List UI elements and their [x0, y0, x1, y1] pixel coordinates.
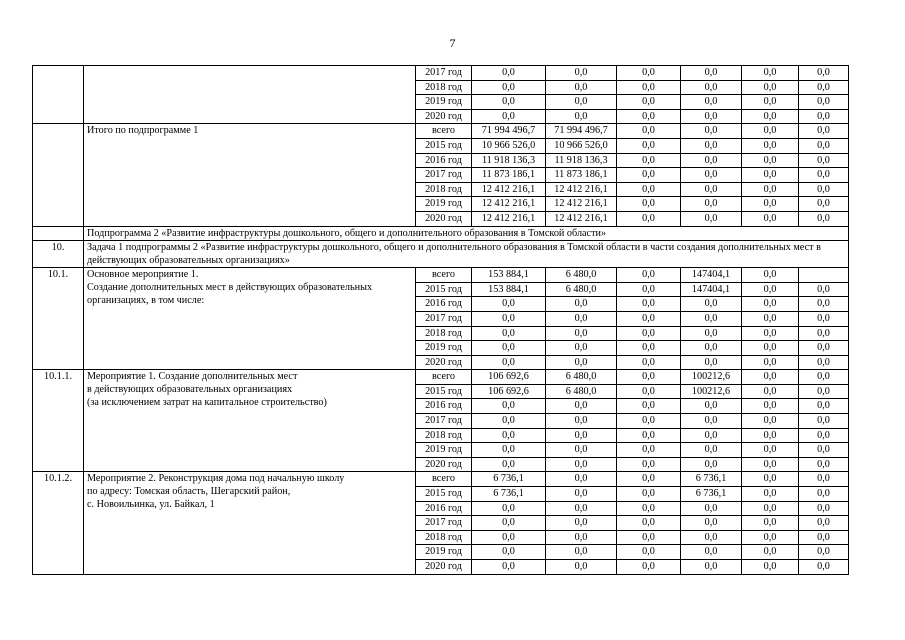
- value-cell: 0,0: [799, 326, 849, 341]
- value-cell: 12 412 216,1: [472, 182, 546, 197]
- value-cell: 6 480,0: [546, 268, 617, 283]
- value-cell: 0,0: [681, 326, 742, 341]
- value-cell: 0,0: [681, 399, 742, 414]
- value-cell: 0,0: [617, 560, 681, 575]
- year-cell: 2018 год: [416, 428, 472, 443]
- value-cell: 0,0: [472, 66, 546, 81]
- year-cell: 2019 год: [416, 545, 472, 560]
- value-cell: 0,0: [742, 268, 799, 283]
- year-cell: 2016 год: [416, 153, 472, 168]
- value-cell: 0,0: [546, 472, 617, 487]
- row-name-cell: Мероприятие 1. Создание дополнительных мест в действующих образовательных организациях (за исключением затрат на капитальное строительство): [84, 370, 416, 472]
- page-number: 7: [449, 36, 456, 50]
- value-cell: 0,0: [799, 487, 849, 502]
- year-cell: 2016 год: [416, 297, 472, 312]
- value-cell: 12 412 216,1: [546, 182, 617, 197]
- value-cell: 0,0: [617, 80, 681, 95]
- year-cell: 2017 год: [416, 414, 472, 429]
- value-cell: 0,0: [681, 297, 742, 312]
- value-cell: 100212,6: [681, 370, 742, 385]
- value-cell: 153 884,1: [472, 282, 546, 297]
- year-cell: 2016 год: [416, 399, 472, 414]
- value-cell: 0,0: [546, 530, 617, 545]
- value-cell: 0,0: [546, 326, 617, 341]
- value-cell: 0,0: [546, 545, 617, 560]
- value-cell: 0,0: [617, 428, 681, 443]
- value-cell: 0,0: [742, 95, 799, 110]
- value-cell: 0,0: [742, 355, 799, 370]
- value-cell: 0,0: [742, 487, 799, 502]
- value-cell: 0,0: [546, 297, 617, 312]
- value-cell: 0,0: [799, 211, 849, 226]
- value-cell: 153 884,1: [472, 268, 546, 283]
- year-cell: 2015 год: [416, 138, 472, 153]
- row-name-cell: Основное мероприятие 1. Создание дополнительных мест в действующих образовательных организациях, в том числе:: [84, 268, 416, 370]
- value-cell: 0,0: [546, 443, 617, 458]
- value-cell: 0,0: [799, 414, 849, 429]
- year-cell: 2018 год: [416, 80, 472, 95]
- value-cell: 0,0: [799, 384, 849, 399]
- value-cell: 0,0: [546, 399, 617, 414]
- value-cell: 0,0: [799, 545, 849, 560]
- value-cell: 0,0: [617, 124, 681, 139]
- year-cell: 2015 год: [416, 487, 472, 502]
- value-cell: 0,0: [617, 370, 681, 385]
- year-cell: всего: [416, 472, 472, 487]
- value-cell: 0,0: [681, 560, 742, 575]
- value-cell: 0,0: [546, 95, 617, 110]
- value-cell: 0,0: [742, 138, 799, 153]
- value-cell: 0,0: [799, 66, 849, 81]
- value-cell: 0,0: [617, 197, 681, 212]
- value-cell: 0,0: [799, 168, 849, 183]
- value-cell: 0,0: [546, 341, 617, 356]
- value-cell: 0,0: [617, 211, 681, 226]
- value-cell: 0,0: [681, 66, 742, 81]
- value-cell: 0,0: [472, 428, 546, 443]
- value-cell: 0,0: [472, 399, 546, 414]
- year-cell: 2020 год: [416, 457, 472, 472]
- value-cell: 0,0: [799, 80, 849, 95]
- value-cell: 10 966 526,0: [472, 138, 546, 153]
- value-cell: 0,0: [681, 311, 742, 326]
- value-cell: 0,0: [546, 501, 617, 516]
- value-cell: 0,0: [742, 311, 799, 326]
- value-cell: 0,0: [799, 341, 849, 356]
- year-cell: 2015 год: [416, 282, 472, 297]
- value-cell: 0,0: [617, 153, 681, 168]
- value-cell: 0,0: [742, 197, 799, 212]
- value-cell: 0,0: [742, 168, 799, 183]
- year-cell: 2015 год: [416, 384, 472, 399]
- task-title: Задача 1 подпрограммы 2 «Развитие инфраструктуры дошкольного, общего и дополнительного образования в Томской области в части создания дополнительных мест в действующих образовательных организациях»: [84, 241, 849, 268]
- year-cell: 2017 год: [416, 516, 472, 531]
- value-cell: 0,0: [742, 341, 799, 356]
- value-cell: 0,0: [681, 124, 742, 139]
- value-cell: 0,0: [617, 182, 681, 197]
- subprogram-title: Подпрограмма 2 «Развитие инфраструктуры дошкольного, общего и дополнительного образования в Томской области»: [84, 226, 849, 241]
- value-cell: 0,0: [681, 109, 742, 124]
- value-cell: 0,0: [617, 399, 681, 414]
- table-row: [33, 124, 849, 139]
- value-cell: 0,0: [546, 560, 617, 575]
- value-cell: 12 412 216,1: [472, 197, 546, 212]
- value-cell: 0,0: [799, 95, 849, 110]
- value-cell: 6 736,1: [681, 472, 742, 487]
- year-cell: 2020 год: [416, 109, 472, 124]
- row-number-cell: 10.1.: [33, 268, 84, 370]
- value-cell: 6 736,1: [681, 487, 742, 502]
- value-cell: 0,0: [799, 109, 849, 124]
- value-cell: 0,0: [617, 516, 681, 531]
- value-cell: 0,0: [742, 182, 799, 197]
- value-cell: 6 736,1: [472, 472, 546, 487]
- value-cell: 0,0: [617, 472, 681, 487]
- value-cell: 0,0: [742, 516, 799, 531]
- row-name-cell: Мероприятие 2. Реконструкция дома под начальную школу по адресу: Томская область, Шегарский район, с. Новоильинка, ул. Байкал, 1: [84, 472, 416, 574]
- value-cell: 0,0: [799, 501, 849, 516]
- value-cell: 0,0: [472, 457, 546, 472]
- value-cell: 0,0: [742, 282, 799, 297]
- row-name-cell: Итого по подпрограмме 1: [84, 124, 416, 226]
- row-number-cell: [33, 66, 84, 124]
- value-cell: 0,0: [617, 109, 681, 124]
- value-cell: 0,0: [681, 95, 742, 110]
- value-cell: 0,0: [799, 516, 849, 531]
- value-cell: 11 918 136,3: [472, 153, 546, 168]
- value-cell: 0,0: [681, 501, 742, 516]
- year-cell: 2020 год: [416, 560, 472, 575]
- year-cell: 2019 год: [416, 341, 472, 356]
- value-cell: 0,0: [742, 370, 799, 385]
- value-cell: 0,0: [472, 414, 546, 429]
- value-cell: 0,0: [742, 472, 799, 487]
- value-cell: 0,0: [742, 399, 799, 414]
- value-cell: 0,0: [742, 124, 799, 139]
- value-cell: 0,0: [742, 211, 799, 226]
- value-cell: 0,0: [681, 182, 742, 197]
- value-cell: 0,0: [681, 197, 742, 212]
- value-cell: 0,0: [546, 109, 617, 124]
- value-cell: 0,0: [681, 341, 742, 356]
- row-number-cell: 10.: [33, 241, 84, 268]
- value-cell: 0,0: [472, 326, 546, 341]
- value-cell: 0,0: [617, 95, 681, 110]
- year-cell: 2017 год: [416, 168, 472, 183]
- year-cell: 2018 год: [416, 182, 472, 197]
- year-cell: 2018 год: [416, 530, 472, 545]
- value-cell: 0,0: [472, 311, 546, 326]
- year-cell: 2016 год: [416, 501, 472, 516]
- value-cell: 0,0: [472, 355, 546, 370]
- value-cell: 0,0: [546, 311, 617, 326]
- value-cell: 0,0: [617, 384, 681, 399]
- value-cell: 0,0: [472, 341, 546, 356]
- value-cell: 0,0: [472, 443, 546, 458]
- value-cell: 0,0: [681, 80, 742, 95]
- value-cell: 0,0: [617, 297, 681, 312]
- value-cell: 100212,6: [681, 384, 742, 399]
- value-cell: 0,0: [681, 457, 742, 472]
- value-cell: 0,0: [742, 153, 799, 168]
- value-cell: 0,0: [617, 530, 681, 545]
- value-cell: 0,0: [742, 80, 799, 95]
- value-cell: 0,0: [546, 80, 617, 95]
- value-cell: 0,0: [546, 428, 617, 443]
- budget-table: [32, 65, 849, 575]
- value-cell: 0,0: [681, 516, 742, 531]
- year-cell: 2019 год: [416, 197, 472, 212]
- value-cell: 0,0: [799, 124, 849, 139]
- value-cell: 12 412 216,1: [546, 211, 617, 226]
- value-cell: 0,0: [681, 153, 742, 168]
- value-cell: [799, 268, 849, 283]
- row-number-cell: 10.1.2.: [33, 472, 84, 574]
- year-cell: всего: [416, 370, 472, 385]
- value-cell: 0,0: [546, 66, 617, 81]
- value-cell: 0,0: [742, 560, 799, 575]
- value-cell: 0,0: [742, 530, 799, 545]
- value-cell: 0,0: [472, 516, 546, 531]
- value-cell: 0,0: [799, 355, 849, 370]
- value-cell: 0,0: [617, 414, 681, 429]
- value-cell: 0,0: [617, 501, 681, 516]
- value-cell: 0,0: [681, 530, 742, 545]
- value-cell: 0,0: [799, 282, 849, 297]
- value-cell: 0,0: [742, 443, 799, 458]
- year-cell: 2020 год: [416, 211, 472, 226]
- value-cell: 0,0: [799, 530, 849, 545]
- value-cell: 0,0: [742, 545, 799, 560]
- value-cell: 0,0: [742, 501, 799, 516]
- value-cell: 0,0: [799, 472, 849, 487]
- value-cell: 0,0: [799, 182, 849, 197]
- value-cell: 0,0: [742, 384, 799, 399]
- year-cell: 2018 год: [416, 326, 472, 341]
- row-number-cell: [33, 226, 84, 241]
- value-cell: 11 918 136,3: [546, 153, 617, 168]
- year-cell: всего: [416, 268, 472, 283]
- value-cell: 0,0: [617, 545, 681, 560]
- value-cell: 6 480,0: [546, 282, 617, 297]
- task-row: [33, 241, 849, 268]
- value-cell: 0,0: [617, 326, 681, 341]
- value-cell: 6 736,1: [472, 487, 546, 502]
- value-cell: 0,0: [681, 211, 742, 226]
- value-cell: 0,0: [681, 168, 742, 183]
- value-cell: 147404,1: [681, 282, 742, 297]
- value-cell: 71 994 496,7: [472, 124, 546, 139]
- value-cell: 0,0: [472, 109, 546, 124]
- value-cell: 0,0: [742, 297, 799, 312]
- value-cell: 0,0: [742, 326, 799, 341]
- table-row: [33, 472, 849, 487]
- value-cell: 0,0: [472, 530, 546, 545]
- value-cell: 0,0: [799, 428, 849, 443]
- value-cell: 6 480,0: [546, 370, 617, 385]
- value-cell: 0,0: [617, 66, 681, 81]
- value-cell: 0,0: [681, 428, 742, 443]
- row-number-cell: 10.1.1.: [33, 370, 84, 472]
- value-cell: 0,0: [799, 443, 849, 458]
- value-cell: 0,0: [472, 501, 546, 516]
- value-cell: 0,0: [742, 66, 799, 81]
- value-cell: 0,0: [799, 560, 849, 575]
- value-cell: 71 994 496,7: [546, 124, 617, 139]
- value-cell: 0,0: [681, 443, 742, 458]
- row-name-cell: [84, 66, 416, 124]
- value-cell: 0,0: [799, 457, 849, 472]
- value-cell: 0,0: [546, 516, 617, 531]
- value-cell: 0,0: [546, 457, 617, 472]
- table-row: [33, 268, 849, 283]
- year-cell: 2019 год: [416, 95, 472, 110]
- year-cell: 2017 год: [416, 311, 472, 326]
- value-cell: 10 966 526,0: [546, 138, 617, 153]
- value-cell: 0,0: [742, 457, 799, 472]
- value-cell: 0,0: [617, 341, 681, 356]
- value-cell: 0,0: [742, 428, 799, 443]
- value-cell: 0,0: [617, 311, 681, 326]
- value-cell: 0,0: [617, 457, 681, 472]
- value-cell: 12 412 216,1: [472, 211, 546, 226]
- value-cell: 0,0: [617, 282, 681, 297]
- value-cell: 12 412 216,1: [546, 197, 617, 212]
- value-cell: 0,0: [799, 370, 849, 385]
- value-cell: 0,0: [472, 95, 546, 110]
- table-row: [33, 66, 849, 81]
- value-cell: 0,0: [472, 545, 546, 560]
- value-cell: 0,0: [546, 414, 617, 429]
- value-cell: 0,0: [681, 355, 742, 370]
- value-cell: 0,0: [799, 297, 849, 312]
- value-cell: 0,0: [617, 138, 681, 153]
- value-cell: 0,0: [617, 443, 681, 458]
- value-cell: 0,0: [617, 168, 681, 183]
- value-cell: 0,0: [472, 560, 546, 575]
- value-cell: 0,0: [617, 487, 681, 502]
- year-cell: всего: [416, 124, 472, 139]
- year-cell: 2020 год: [416, 355, 472, 370]
- value-cell: 0,0: [799, 399, 849, 414]
- value-cell: 106 692,6: [472, 370, 546, 385]
- row-number-cell: [33, 124, 84, 226]
- value-cell: 0,0: [681, 138, 742, 153]
- value-cell: 0,0: [799, 138, 849, 153]
- value-cell: 0,0: [472, 80, 546, 95]
- value-cell: 0,0: [546, 487, 617, 502]
- year-cell: 2017 год: [416, 66, 472, 81]
- value-cell: 0,0: [742, 414, 799, 429]
- value-cell: 6 480,0: [546, 384, 617, 399]
- value-cell: 11 873 186,1: [546, 168, 617, 183]
- year-cell: 2019 год: [416, 443, 472, 458]
- value-cell: 0,0: [472, 297, 546, 312]
- value-cell: 0,0: [799, 311, 849, 326]
- value-cell: 0,0: [742, 109, 799, 124]
- value-cell: 147404,1: [681, 268, 742, 283]
- value-cell: 0,0: [617, 355, 681, 370]
- value-cell: 106 692,6: [472, 384, 546, 399]
- value-cell: 0,0: [799, 153, 849, 168]
- value-cell: 0,0: [681, 414, 742, 429]
- table-row: [33, 370, 849, 385]
- value-cell: 0,0: [799, 197, 849, 212]
- value-cell: 11 873 186,1: [472, 168, 546, 183]
- value-cell: 0,0: [546, 355, 617, 370]
- value-cell: 0,0: [617, 268, 681, 283]
- subprogram-header-row: [33, 226, 849, 241]
- value-cell: 0,0: [681, 545, 742, 560]
